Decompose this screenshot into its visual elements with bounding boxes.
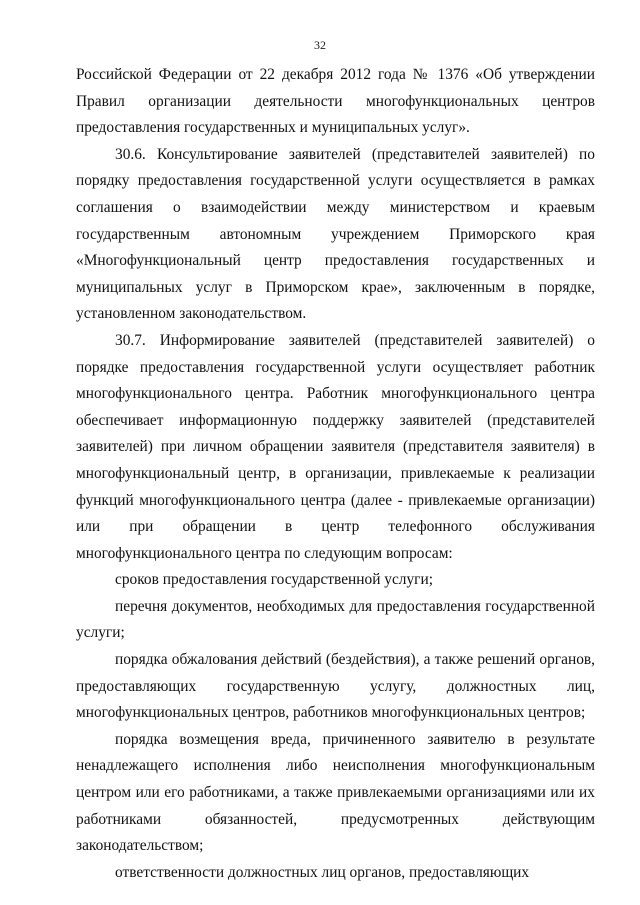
paragraph-30-7: 30.7. Информирование заявителей (представителей заявителей) о порядке предоставления государственной услуги осуществляет работник многофункционального центра. Работник многофункционального центра обеспечивает информационную поддержку заявителей (представителей заявителей) при личном обращении заявителя (представителя заявителя) в многофункциональный центр, в организации, привлекаемые к реализации функций многофункционального центра (далее - привлекаемые организации) или при обращении в центр телефонного обслуживания многофункционального центра по следующим вопросам: [76,331,595,562]
list-item-appeal: порядка обжалования действий (бездействия), а также решений органов, предоставляющих государственную услугу, должностных лиц, многофункциональных центров, работников многофункциональных центров; [76,651,595,722]
document-body [76,62,595,886]
list-item-documents: перечня документов, необходимых для предоставления государственной услуги; [76,597,595,642]
list-item-compensation: порядка возмещения вреда, причиненного заявителю в результате ненадлежащего исполнения либо неисполнения многофункциональным центром или его работниками, а также привлекаемыми организациями или их работниками обязанностей, предусмотренных действующим законодательством; [76,730,595,855]
page-number: 32 [314,38,326,52]
paragraph-continuation: Российской Федерации от 22 декабря 2012 года № 1376 «Об утверждении Правил организации деятельности многофункциональных центров предоставления государственных и муниципальных услуг». [76,66,595,137]
list-item-responsibility: ответственности должностных лиц органов, предоставляющих [115,863,530,881]
list-item-terms: сроков предоставления государственной услуги; [115,571,434,589]
paragraph-30-6: 30.6. Консультирование заявителей (представителей заявителей) по порядку предоставления государственной услуги осуществляется в рамках соглашения о взаимодействии между министерством и краевым государственным автономным учреждением Приморского края «Многофункциональный центр предоставления государственных и муниципальных услуг в Приморском крае», заключенным в порядке, установленном законодательством. [76,145,595,323]
